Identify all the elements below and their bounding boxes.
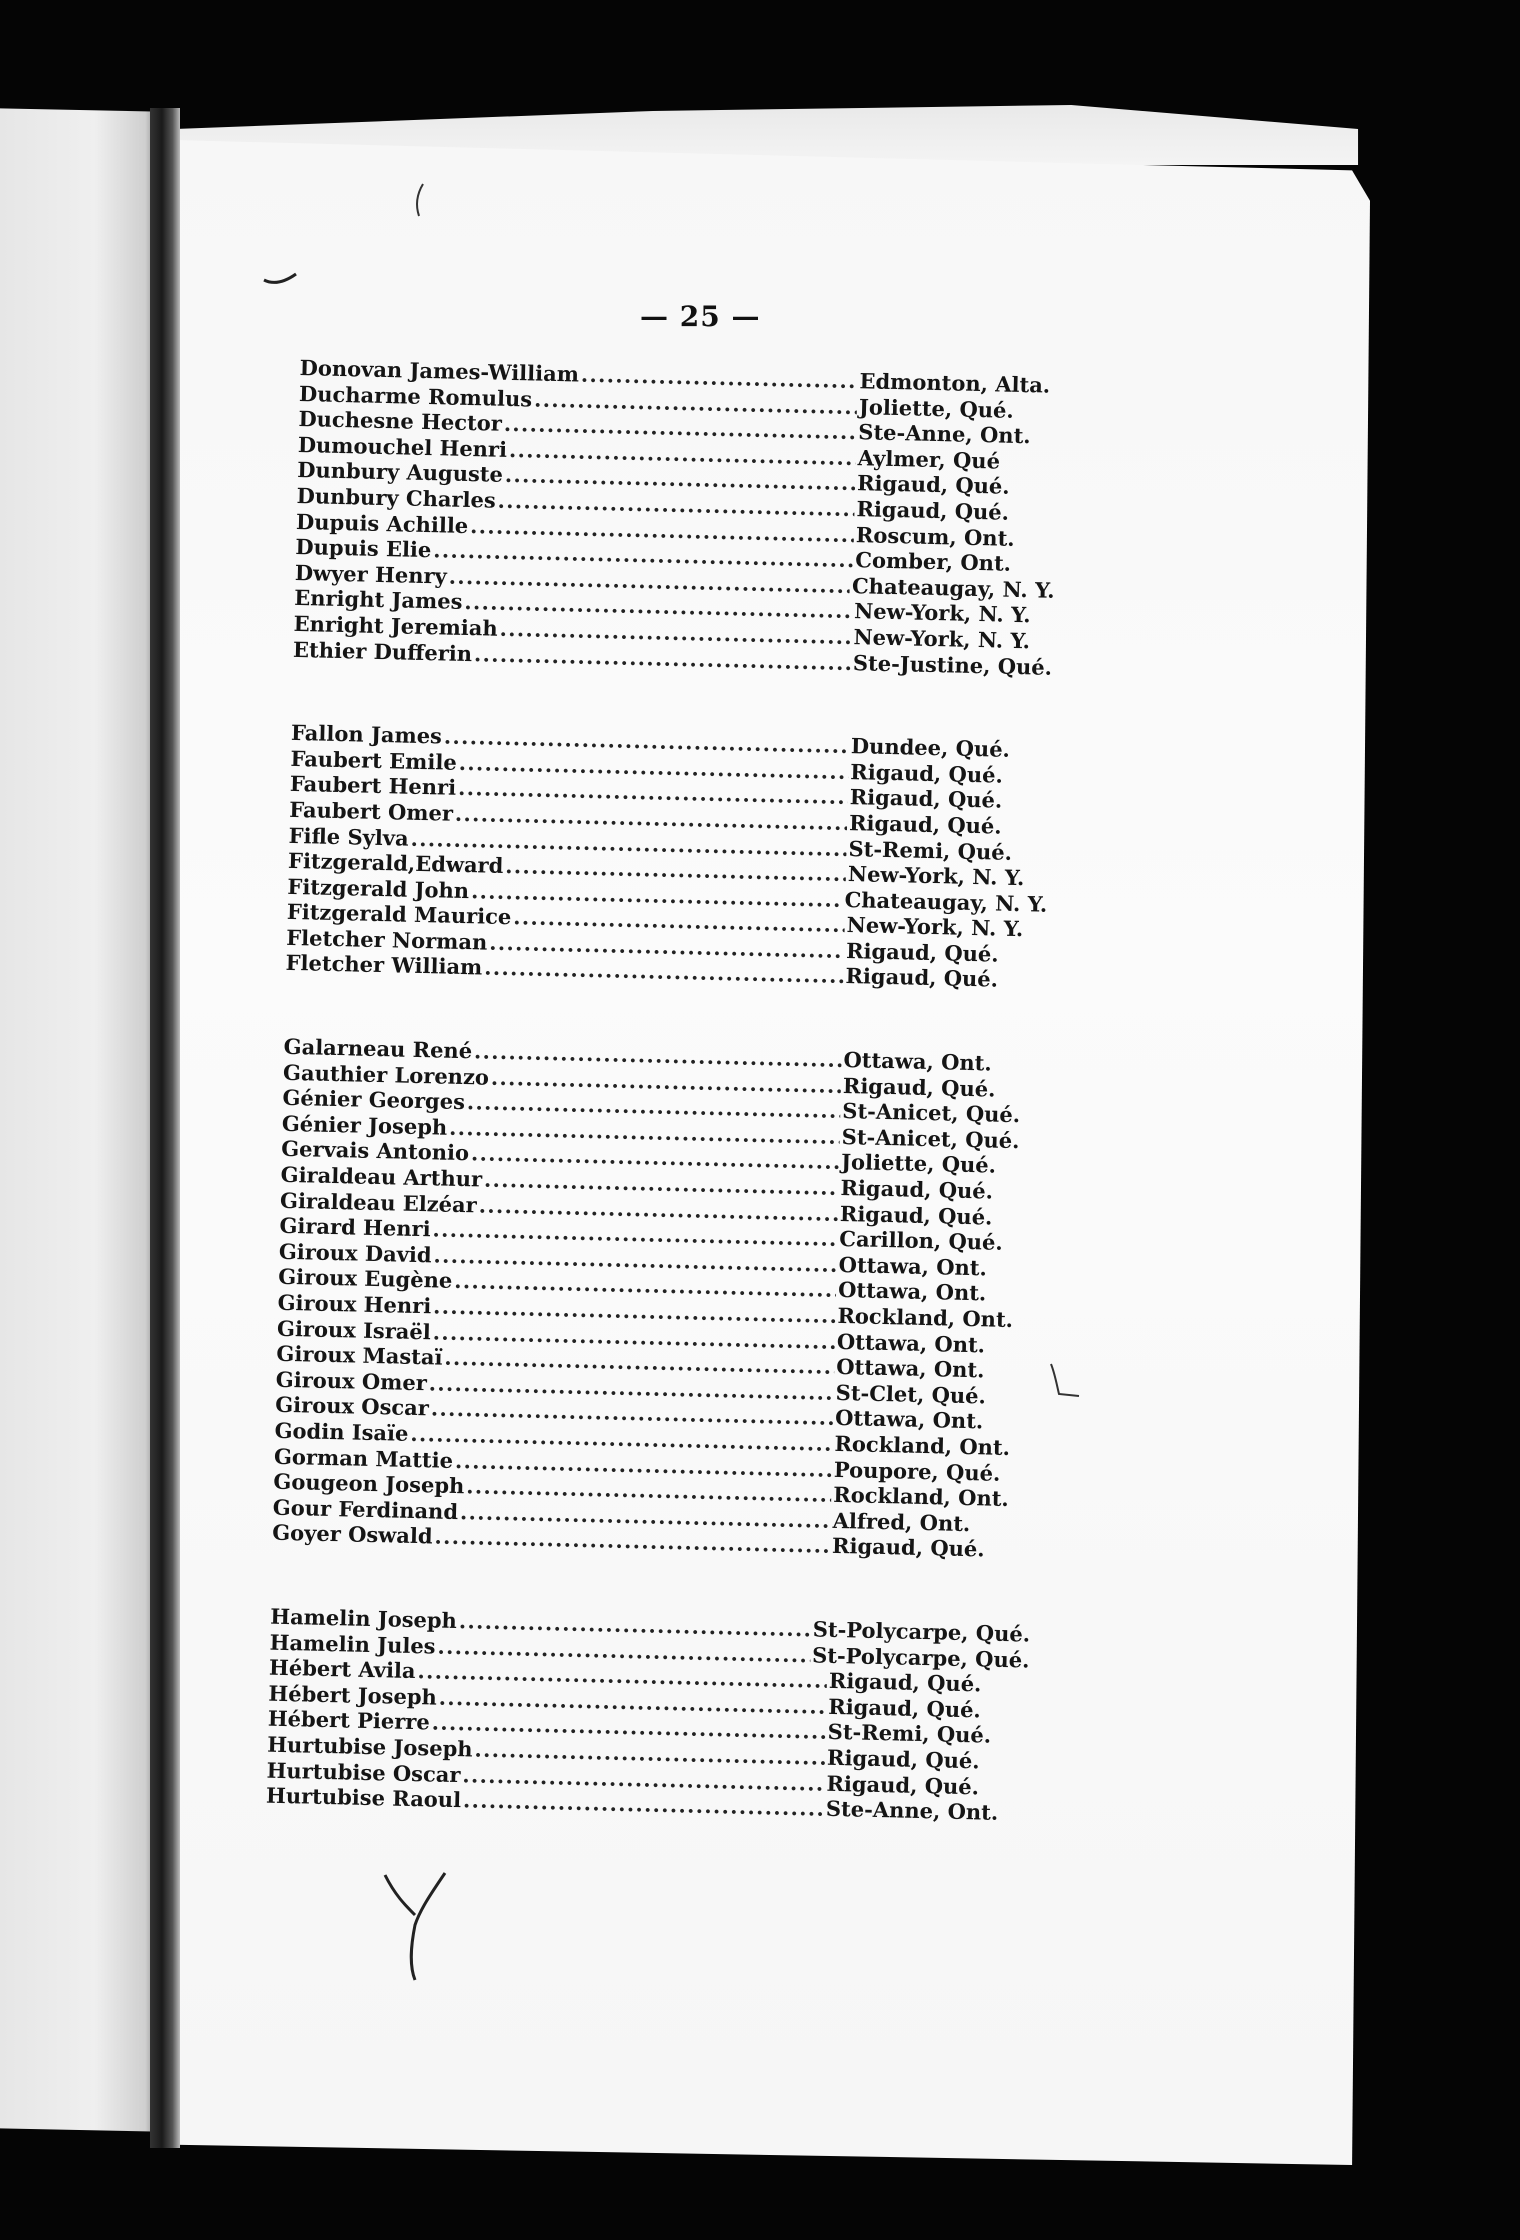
person-name: Faubert Omer — [288, 796, 454, 826]
residence-place: Rigaud, Qué. — [826, 1744, 980, 1774]
person-name: Hébert Pierre — [267, 1705, 431, 1735]
handwritten-y-mark — [375, 1865, 455, 1985]
person-name: Fitzgerald,Edward — [287, 847, 504, 879]
residence-place: Roscum, Ont. — [855, 521, 1015, 551]
residence-place: Rockland, Ont. — [834, 1430, 1011, 1460]
person-name: Hamelin Joseph — [269, 1603, 458, 1633]
person-name: Goyer Oswald — [271, 1520, 433, 1549]
person-name: Hurtubise Oscar — [266, 1757, 461, 1787]
person-name: Dupuis Elie — [295, 534, 432, 563]
person-name: Hébert Avila — [268, 1654, 416, 1684]
residence-place: Poupore, Qué. — [833, 1456, 1001, 1486]
pen-mark-left — [262, 270, 302, 290]
residence-place: Rigaud, Qué. — [842, 1072, 996, 1102]
person-name: Ethier Dufferin — [292, 636, 473, 666]
residence-place: Rigaud, Qué. — [840, 1175, 994, 1204]
residence-place: Rockland, Ont. — [833, 1482, 1010, 1512]
residence-place: Rigaud, Qué. — [826, 1770, 980, 1799]
person-name: Gauthier Lorenzo — [282, 1059, 490, 1090]
residence-place: Chateaugay, N. Y. — [851, 572, 1055, 603]
residence-place: Rigaud, Qué. — [848, 809, 1002, 839]
person-name: Ducharme Romulus — [298, 380, 533, 412]
person-name: Hébert Joseph — [268, 1680, 438, 1710]
person-name: Duchesne Hector — [298, 406, 503, 436]
person-name: Giroux David — [278, 1238, 432, 1268]
residence-place: St-Remi, Qué. — [848, 835, 1013, 865]
residence-place: Aylmer, Qué — [857, 444, 1001, 474]
residence-place: Edmonton, Alta. — [859, 368, 1051, 398]
residence-place: Rigaud, Qué. — [849, 784, 1003, 813]
person-name: Gougeon Joseph — [273, 1468, 465, 1499]
person-name: Faubert Henri — [289, 771, 457, 801]
residence-place: Comber, Ont. — [855, 547, 1012, 576]
person-name: Giraldeau Elzéar — [279, 1187, 478, 1218]
name-listing — [264, 355, 1059, 1884]
person-name: Galarneau René — [283, 1033, 473, 1064]
person-name: Gervais Antonio — [281, 1136, 470, 1166]
residence-place: Rigaud, Qué. — [845, 963, 999, 993]
person-name: Hurtubise Joseph — [266, 1731, 473, 1762]
residence-place: New-York, N. Y. — [847, 861, 1025, 891]
residence-place: Ottawa, Ont. — [836, 1328, 986, 1358]
residence-place: Chateaugay, N. Y. — [844, 886, 1048, 917]
person-name: Dwyer Henry — [294, 559, 448, 589]
residence-place: St-Anicet, Qué. — [841, 1123, 1020, 1154]
binding-gutter — [150, 108, 180, 2148]
residence-place: Alfred, Ont. — [832, 1507, 971, 1536]
residence-place: Rigaud, Qué. — [856, 496, 1010, 525]
residence-place: Ottawa, Ont. — [843, 1047, 992, 1076]
person-name: Giroux Israël — [276, 1315, 432, 1344]
residence-place: Dundee, Qué. — [850, 733, 1011, 762]
person-name: Donovan James-William — [299, 355, 580, 387]
residence-place: St-Remi, Qué. — [827, 1719, 992, 1748]
residence-place: Rockland, Ont. — [837, 1302, 1014, 1333]
person-name: Giroux Eugène — [277, 1264, 453, 1294]
residence-place: Ottawa, Ont. — [834, 1405, 984, 1434]
person-name: Fifle Sylva — [288, 822, 409, 851]
residence-place: St-Polycarpe, Qué. — [811, 1641, 1030, 1673]
residence-place: Rigaud, Qué. — [856, 470, 1010, 500]
residence-place: Rigaud, Qué. — [828, 1667, 982, 1697]
residence-place: Rigaud, Qué. — [831, 1533, 985, 1562]
person-name: Enright Jeremiah — [293, 610, 498, 641]
section-d-e — [293, 355, 1060, 680]
person-name: Faubert Emile — [290, 745, 458, 775]
residence-place: Ottawa, Ont. — [837, 1277, 987, 1306]
person-name: Giraldeau Arthur — [280, 1161, 483, 1192]
person-name: Gorman Mattie — [273, 1443, 454, 1473]
person-name: Génier Joseph — [281, 1110, 448, 1140]
pen-mark-right — [1045, 1360, 1095, 1400]
page-number: — 25 — — [640, 300, 761, 333]
residence-place: Ottawa, Ont. — [838, 1251, 988, 1281]
residence-place: Rigaud, Qué. — [845, 937, 999, 967]
residence-place: St-Anicet, Qué. — [842, 1098, 1021, 1128]
residence-place: New-York, N. Y. — [853, 624, 1031, 654]
person-name: Enright James — [293, 585, 463, 615]
person-name: Dupuis Achille — [295, 508, 469, 538]
person-name: Giroux Mastaï — [276, 1340, 443, 1370]
person-name: Fitzgerald Maurice — [286, 899, 512, 930]
person-name: Fletcher William — [285, 950, 483, 980]
residence-place: Rigaud, Qué. — [839, 1200, 993, 1230]
person-name: Fitzgerald John — [287, 873, 470, 903]
section-f — [285, 720, 1051, 994]
person-name: Génier Georges — [282, 1085, 466, 1115]
residence-place: Rigaud, Qué. — [828, 1693, 982, 1723]
person-name: Dunbury Charles — [296, 482, 497, 513]
residence-place: Carillon, Qué. — [839, 1226, 1004, 1256]
person-name: Giroux Henri — [277, 1289, 432, 1319]
residence-place: Ste-Justine, Qué. — [852, 649, 1053, 680]
person-name: Girard Henri — [279, 1212, 431, 1242]
residence-place: St-Polycarpe, Qué. — [812, 1616, 1031, 1647]
residence-place: Joliette, Qué. — [840, 1149, 997, 1179]
previous-page-edge — [0, 108, 158, 2131]
residence-place: New-York, N. Y. — [853, 598, 1031, 628]
residence-place: Ottawa, Ont. — [836, 1354, 985, 1383]
person-name: Giroux Oscar — [274, 1392, 430, 1421]
person-name: Gour Ferdinand — [272, 1494, 459, 1524]
residence-place: St-Clet, Qué. — [835, 1379, 987, 1409]
person-name: Hamelin Jules — [269, 1629, 436, 1659]
person-name: Giroux Omer — [275, 1366, 428, 1396]
person-name: Dunbury Auguste — [296, 457, 504, 488]
person-name: Fallon James — [290, 720, 443, 749]
section-g — [272, 1034, 1044, 1564]
residence-place: Ste-Anne, Ont. — [825, 1795, 999, 1825]
person-name: Godin Isaïe — [274, 1417, 409, 1446]
section-h — [266, 1604, 1031, 1827]
residence-place: Ste-Anne, Ont. — [858, 419, 1031, 449]
person-name: Hurtubise Raoul — [265, 1782, 462, 1813]
pen-mark-top — [405, 180, 435, 220]
person-name: Fletcher Norman — [285, 924, 488, 955]
residence-place: New-York, N. Y. — [846, 912, 1024, 942]
residence-place: Rigaud, Qué. — [850, 758, 1004, 788]
person-name: Dumouchel Henri — [297, 431, 508, 462]
residence-place: Joliette, Qué. — [858, 393, 1015, 423]
